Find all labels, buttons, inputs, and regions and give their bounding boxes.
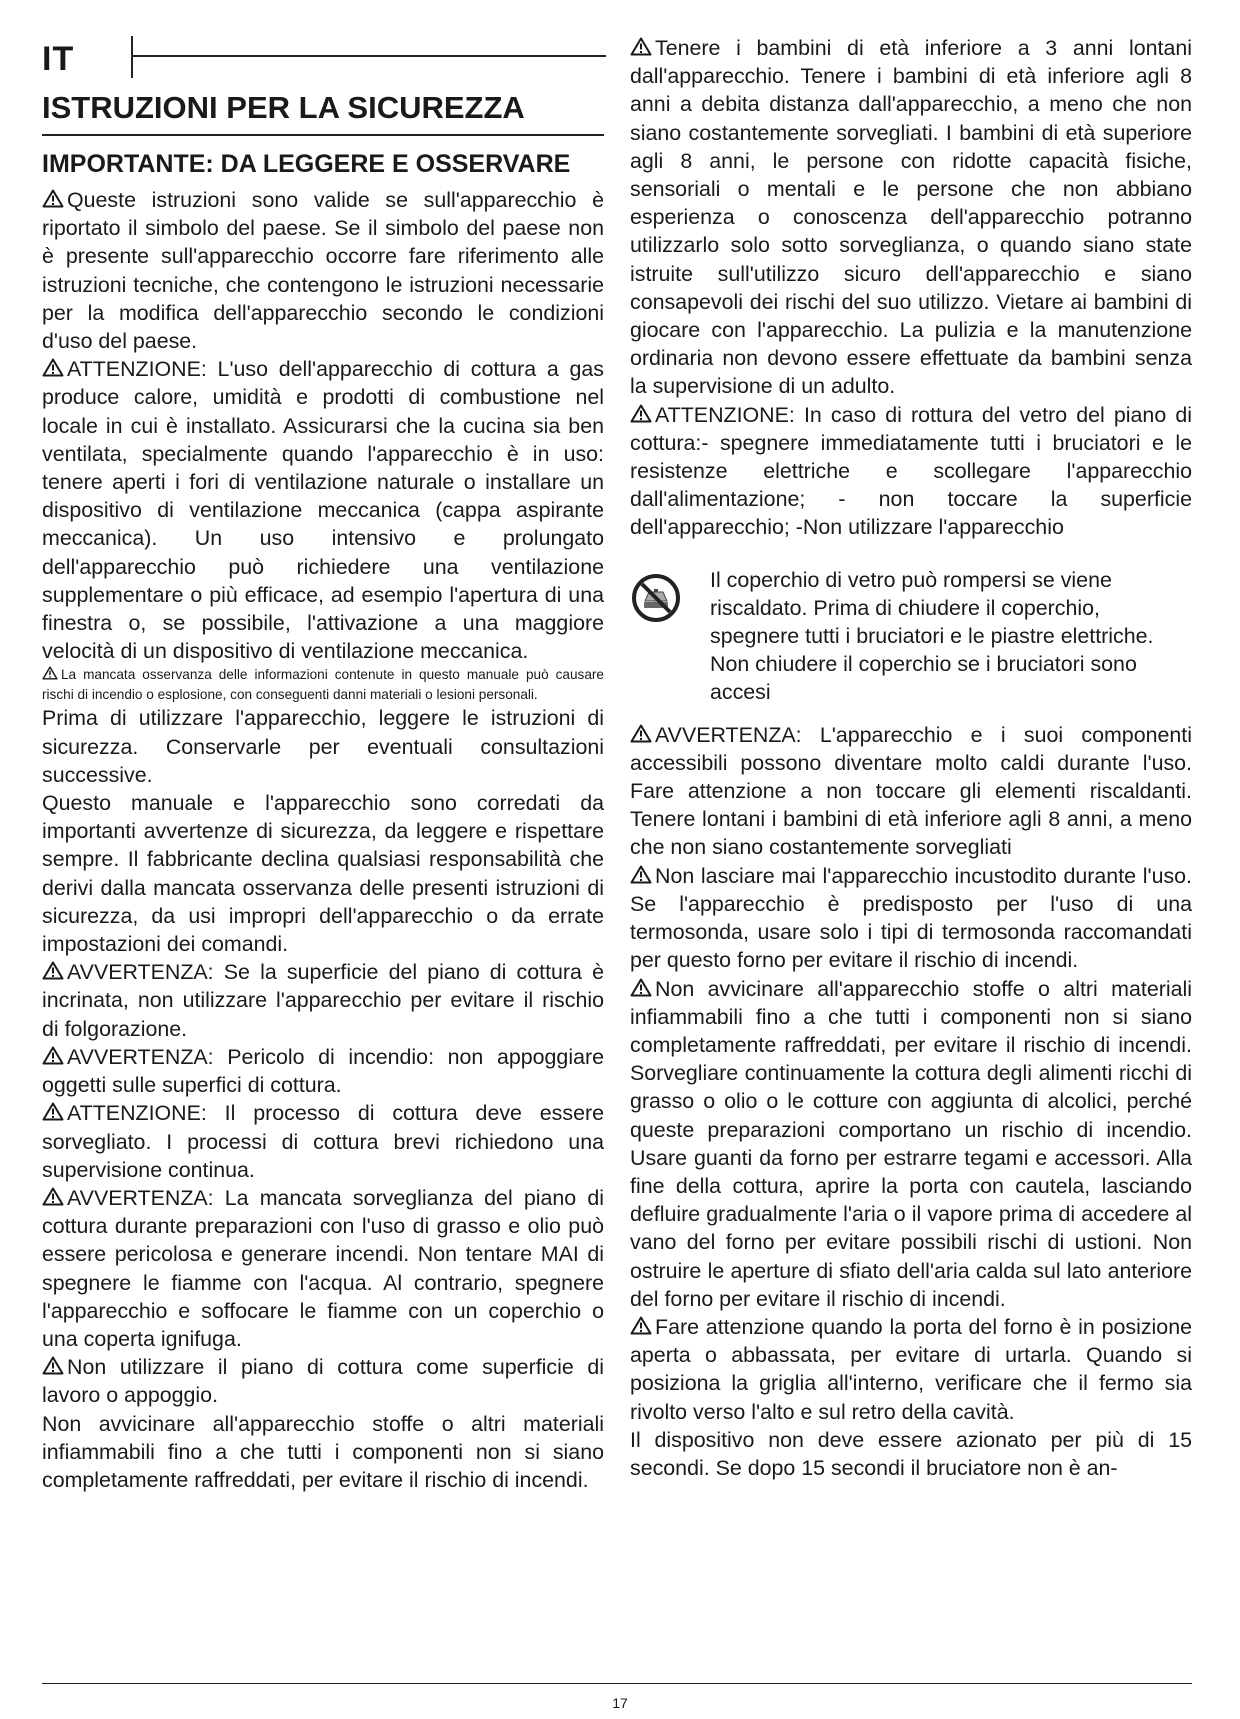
safety-paragraph-text: Non utilizzare il piano di cottura come superficie di lavoro o appoggio. (42, 1355, 604, 1408)
safety-paragraph (42, 958, 604, 1043)
warning-icon (630, 724, 652, 743)
safety-paragraph-text: ATTENZIONE: Il processo di cottura deve essere sorvegliato. I processi di cottura brevi richiedono una supervisione continua. (42, 1101, 604, 1182)
safety-paragraph (630, 1313, 1192, 1426)
safety-paragraph (42, 1184, 604, 1353)
safety-paragraph-text: ATTENZIONE: In caso di rottura del vetro del piano di cottura:- spegnere immediatamente tutti i bruciatori e le resistenze elettriche e scollegare l'apparecchio dall'alimentazione; - non toccare la superficie dell'apparecchio; -Non utilizzare l'apparecchio (630, 402, 1192, 540)
page-title: ISTRUZIONI PER LA SICUREZZA (42, 90, 525, 125)
right-column (630, 34, 1192, 1482)
safety-paragraph-text: La mancata osservanza delle informazioni contenute in questo manuale può causare rischi di incendio o esplosione, con conseguenti danni materiali o lesioni personali. (42, 667, 604, 702)
language-code: IT (42, 40, 75, 78)
warning-icon (42, 189, 64, 208)
title-rule (42, 134, 604, 136)
safety-paragraph-text: Prima di utilizzare l'apparecchio, leggere le istruzioni di sicurezza. Conservarle per eventuali consultazioni successive. (42, 706, 604, 787)
section-subtitle: IMPORTANTE: DA LEGGERE E OSSERVARE (42, 150, 571, 178)
safety-paragraph (42, 1353, 604, 1409)
safety-paragraph (630, 34, 1192, 401)
safety-paragraph (630, 862, 1192, 975)
warning-icon (42, 961, 64, 980)
warning-icon (42, 1356, 64, 1375)
left-column (42, 88, 604, 1494)
safety-paragraph-text: Il dispositivo non deve essere azionato per più di 15 secondi. Se dopo 15 secondi il bruciatore non è an- (630, 1427, 1192, 1480)
warning-icon (42, 1187, 64, 1206)
glass-lid-notice (630, 566, 1192, 707)
safety-paragraph (630, 721, 1192, 862)
safety-paragraph (630, 975, 1192, 1313)
safety-paragraph (42, 1410, 604, 1495)
safety-paragraph-text: AVVERTENZA: L'apparecchio e i suoi componenti accessibili possono diventare molto caldi durante l'uso. Fare attenzione a non toccare gli elementi riscaldanti. Tenere lontani i bambini di età inferiore agli 8 anni, a meno che non siano costantemente sorvegliati (630, 722, 1192, 860)
safety-paragraph-text: Fare attenzione quando la porta del forno è in posizione aperta o abbassata, per evitare di urtarla. Quando si posiziona la griglia all'interno, verificare che il fermo sia rivolto verso l'alto e sul retro della cavità. (630, 1314, 1192, 1424)
warning-icon (42, 358, 64, 377)
warning-icon (630, 404, 652, 423)
glass-lid-notice-text: Il coperchio di vetro può rompersi se viene riscaldato. Prima di chiudere il coperchio, spegnere tutti i bruciatori e le piastre elettriche. Non chiudere il coperchio se i bruciatori sono accesi (710, 567, 1154, 705)
safety-paragraph-text: AVVERTENZA: La mancata sorveglianza del piano di cottura durante preparazioni con l'uso di grasso e olio può essere pericolosa e generare incendi. Non tentare MAI di spegnere le fiamme con l'acqua. Al contrario, spegnere l'apparecchio e soffocare le fiamme con un coperchio o una coperta ignifuga. (42, 1185, 604, 1351)
warning-icon (42, 666, 58, 680)
no-closed-lid-icon (630, 566, 710, 707)
safety-paragraph (630, 1426, 1192, 1482)
safety-paragraph (42, 704, 604, 789)
safety-paragraph-text: AVVERTENZA: Pericolo di incendio: non appoggiare oggetti sulle superfici di cottura. (42, 1044, 604, 1098)
safety-paragraph (630, 401, 1192, 542)
safety-paragraph (42, 789, 604, 958)
warning-icon (630, 865, 652, 884)
right-body-before (630, 34, 1192, 542)
safety-paragraph-text: Non lasciare mai l'apparecchio incustodito durante l'uso. Se l'apparecchio è predisposto per l'uso di una termosonda, usare solo i tipi di termosonda raccomandati per questo forno per evitare il rischio di incendi. (630, 863, 1192, 973)
warning-icon (42, 1102, 64, 1121)
left-body (42, 186, 604, 1494)
footer-rule (42, 1683, 1192, 1684)
safety-paragraph (42, 1099, 604, 1184)
header-tick (131, 36, 133, 78)
safety-paragraph-text: AVVERTENZA: Se la superficie del piano di cottura è incrinata, non utilizzare l'apparecchio per evitare il rischio di folgorazione. (42, 960, 604, 1041)
safety-paragraph-text: ATTENZIONE: L'uso dell'apparecchio di cottura a gas produce calore, umidità e prodotti di combustione nel locale in cui è installato. Assicurarsi che la cucina sia ben ventilata, specialmente quando l'apparecchio è in uso: tenere aperti i fori di ventilazione naturale o installare un dispositivo di ventilazione meccanica (cappa aspirante meccanica). Un uso intensivo e prolungato dell'apparecchio può richiedere una ventilazione supplementare o più efficace, ad esempio l'apertura di una finestra o, se possibile, l'attivazione a una maggiore velocità di un dispositivo di ventilazione meccanica. (42, 357, 604, 664)
right-body-after (630, 721, 1192, 1482)
safety-paragraph-text: Tenere i bambini di età inferiore a 3 anni lontani dall'apparecchio. Tenere i bambini di età inferiore agli 8 anni a debita distanza dall'apparecchio, a meno che non siano costantemente sorvegliati. I bambini di età superiore agli 8 anni, le persone con ridotte capacità fisiche, sensoriali o mentali e le persone che non abbiano esperienza o conoscenza dell'apparecchio potranno utilizzarlo solo sotto sorveglianza, o quando siano state istruite sull'utilizzo sicuro dell'apparecchio e siano consapevoli dei rischi del suo utilizzo. Vietare ai bambini di giocare con l'apparecchio. La pulizia e la manutenzione ordinaria non devono essere effettuate da bambini senza la supervisione di un adulto. (630, 36, 1192, 399)
safety-paragraph-text: Non avvicinare all'apparecchio stoffe o altri materiali infiammabili fino a che tutti i componenti non si siano completamente raffreddati, per evitare il rischio di incendi. (42, 1411, 604, 1492)
safety-paragraph (42, 665, 604, 704)
warning-icon (42, 1046, 64, 1065)
safety-paragraph (42, 1043, 604, 1099)
warning-icon (630, 1316, 652, 1335)
header-rule (131, 55, 606, 57)
warning-icon (630, 978, 652, 997)
safety-paragraph-text: Questo manuale e l'apparecchio sono corredati da importanti avvertenze di sicurezza, da leggere e rispettare sempre. Il fabbricante declina qualsiasi responsabilità che derivi dalla mancata osservanza delle presenti istruzioni di sicurezza, da usi impropri dell'apparecchio o da errate impostazioni dei comandi. (42, 791, 604, 957)
safety-paragraph-text: Queste istruzioni sono valide se sull'apparecchio è riportato il simbolo del paese. Se il simbolo del paese non è presente sull'apparecchio occorre fare riferimento alle istruzioni tecniche, che contengono le istruzioni necessarie per la modifica dell'apparecchio secondo le condizioni d'uso del paese. (42, 188, 604, 354)
safety-paragraph-text: Non avvicinare all'apparecchio stoffe o altri materiali infiammabili fino a che tutti i componenti non si siano completamente raffreddati, per evitare il rischio di incendi. Sorvegliare continuamente la cottura degli alimenti ricchi di grasso o olio o le cotture con aggiunta di alcolici, perché queste preparazioni comportano un rischio di incendio. Usare guanti da forno per estrarre tegami e accessori. Alla fine della cottura, aprire la porta con cautela, lasciando defluire gradualmente l'aria o il vapore prima di accedere al vano del forno per evitare possibili rischi di ustioni. Non ostruire le aperture di sfiato dell'aria calda sul lato anteriore del forno per evitare il rischio di incendi. (630, 976, 1192, 1311)
page-number: 17 (612, 1695, 628, 1711)
safety-paragraph (42, 186, 604, 355)
warning-icon (630, 37, 652, 56)
safety-paragraph (42, 355, 604, 665)
